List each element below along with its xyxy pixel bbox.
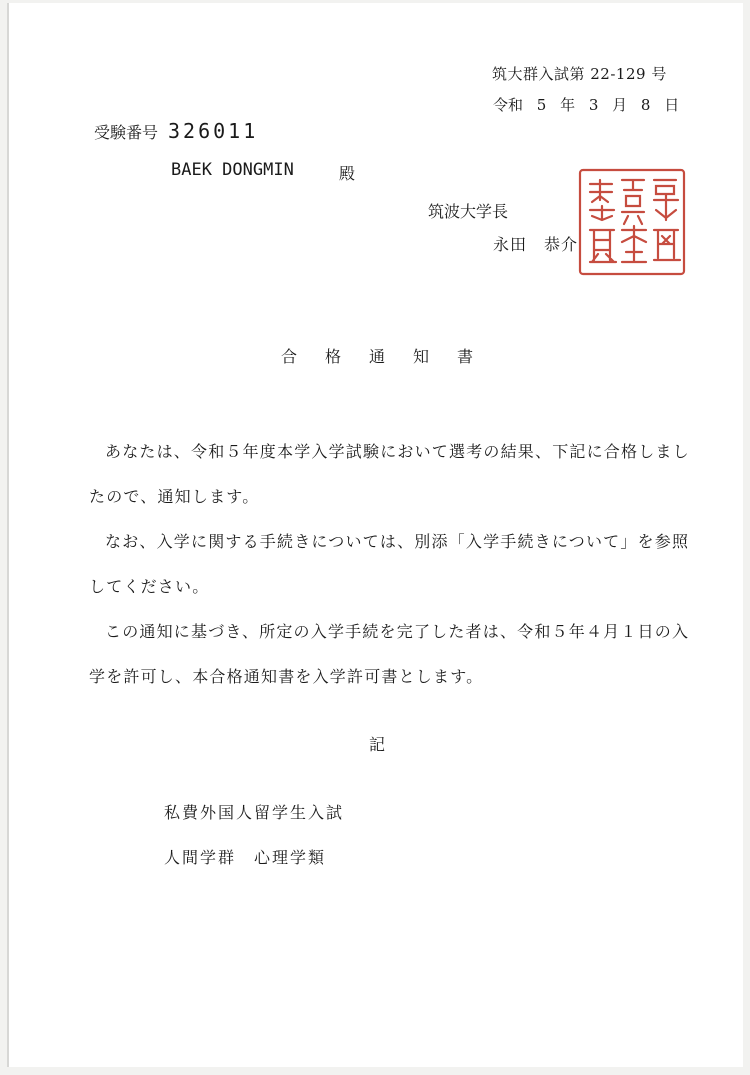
ki-heading: 記: [368, 735, 385, 754]
body-paragraph: なお、入学に関する手続きについては、別添「入学手続きについて」を参照してください。: [89, 532, 690, 596]
official-seal-stamp: [576, 166, 688, 278]
document-title: 合格通知書: [280, 347, 501, 366]
exam-number: 326011: [168, 119, 259, 143]
seal-icon: [576, 166, 688, 278]
issue-date: 令和 5 年 3 月 8 日: [493, 96, 680, 114]
exam-number-label: 受験番号: [94, 123, 159, 142]
recipient-honorific: 殿: [339, 164, 356, 183]
sender-name: 永田 恭介: [493, 235, 579, 254]
admission-category: 私費外国人留学生入試: [164, 803, 345, 822]
reference-number: 筑大群入試第 22-129 号: [492, 65, 667, 83]
exam-number-line: [94, 119, 258, 143]
sender-title: 筑波大学長: [428, 202, 509, 221]
body-paragraph: この通知に基づき、所定の入学手続を完了した者は、令和５年４月１日の入学を許可し、本合格通知書を入学許可書とします。: [89, 622, 690, 686]
body-paragraph: あなたは、令和５年度本学入学試験において選考の結果、下記に合格しましたので、通知します。: [89, 442, 690, 506]
letter-body: [89, 429, 701, 699]
admission-program: 人間学群 心理学類: [164, 848, 327, 867]
recipient-name: BAEK DONGMIN: [171, 160, 294, 180]
letter-page: [7, 3, 743, 1067]
